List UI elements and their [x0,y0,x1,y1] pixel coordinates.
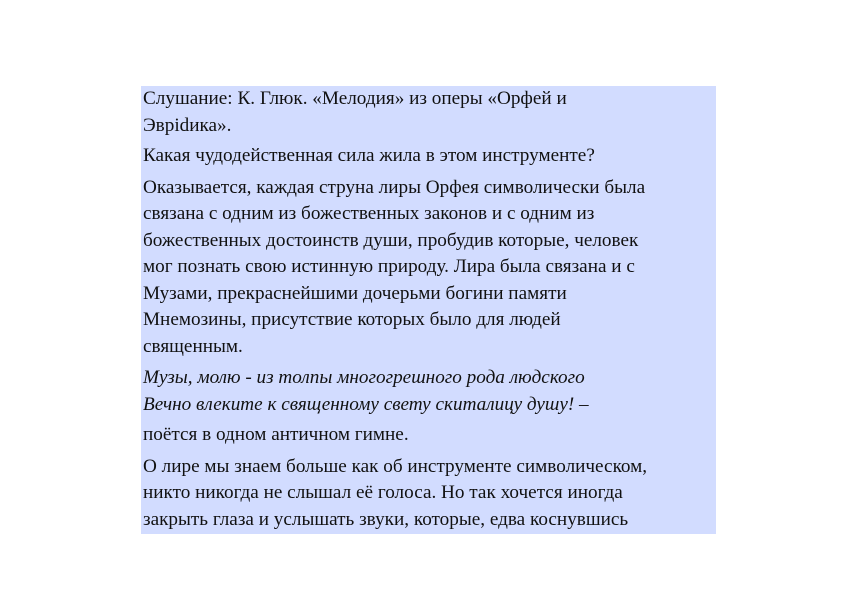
text-line: никто никогда не слышал её голоса. Но так хочется иногда [143,482,623,503]
text-line: Оказывается, каждая струна лиры Орфея символически была [143,176,646,198]
text-line: божественных достоинств души, пробудив которые, человек [143,229,639,251]
text-line: Музами, прекраснейшими дочерьми богини памяти [143,282,567,304]
poem-quote [143,365,716,418]
text-line: О лире мы знаем больше как об инструменте символическом, [143,455,648,477]
poem-attribution [143,422,716,449]
paragraph-closing [143,454,716,534]
poem-line: Музы, молю - из толпы многогрешного рода людского [143,367,585,388]
poem-line [143,392,716,419]
poem-line-italic: Вечно влеките к священному свету скиталицу душу! [143,393,575,415]
paragraph-question [143,143,716,170]
text-block [141,86,716,534]
text-line: закрыть глаза и услышать звуки, которые, едва коснувшись [143,508,629,530]
text-line: связана с одним из божественных законов и с одним из [143,203,595,224]
text-line: Слушание: К. Глюк. «Мелодия» из оперы «Орфей и [143,88,567,109]
text-line: Эврidика». [143,114,232,136]
poem-dash: – [574,393,589,415]
text-line: поётся в одном античном гимне. [143,424,409,445]
text-line: мог познать свою истинную природу. Лира была связана и с [143,256,635,277]
paragraph-title [143,86,716,139]
text-line: Мнемозины, присутствие которых было для людей [143,309,561,330]
paragraph-lyre [143,175,716,361]
text-line: Какая чудодейственная сила жила в этом инструменте? [143,145,595,166]
text-line: священным. [143,335,243,357]
